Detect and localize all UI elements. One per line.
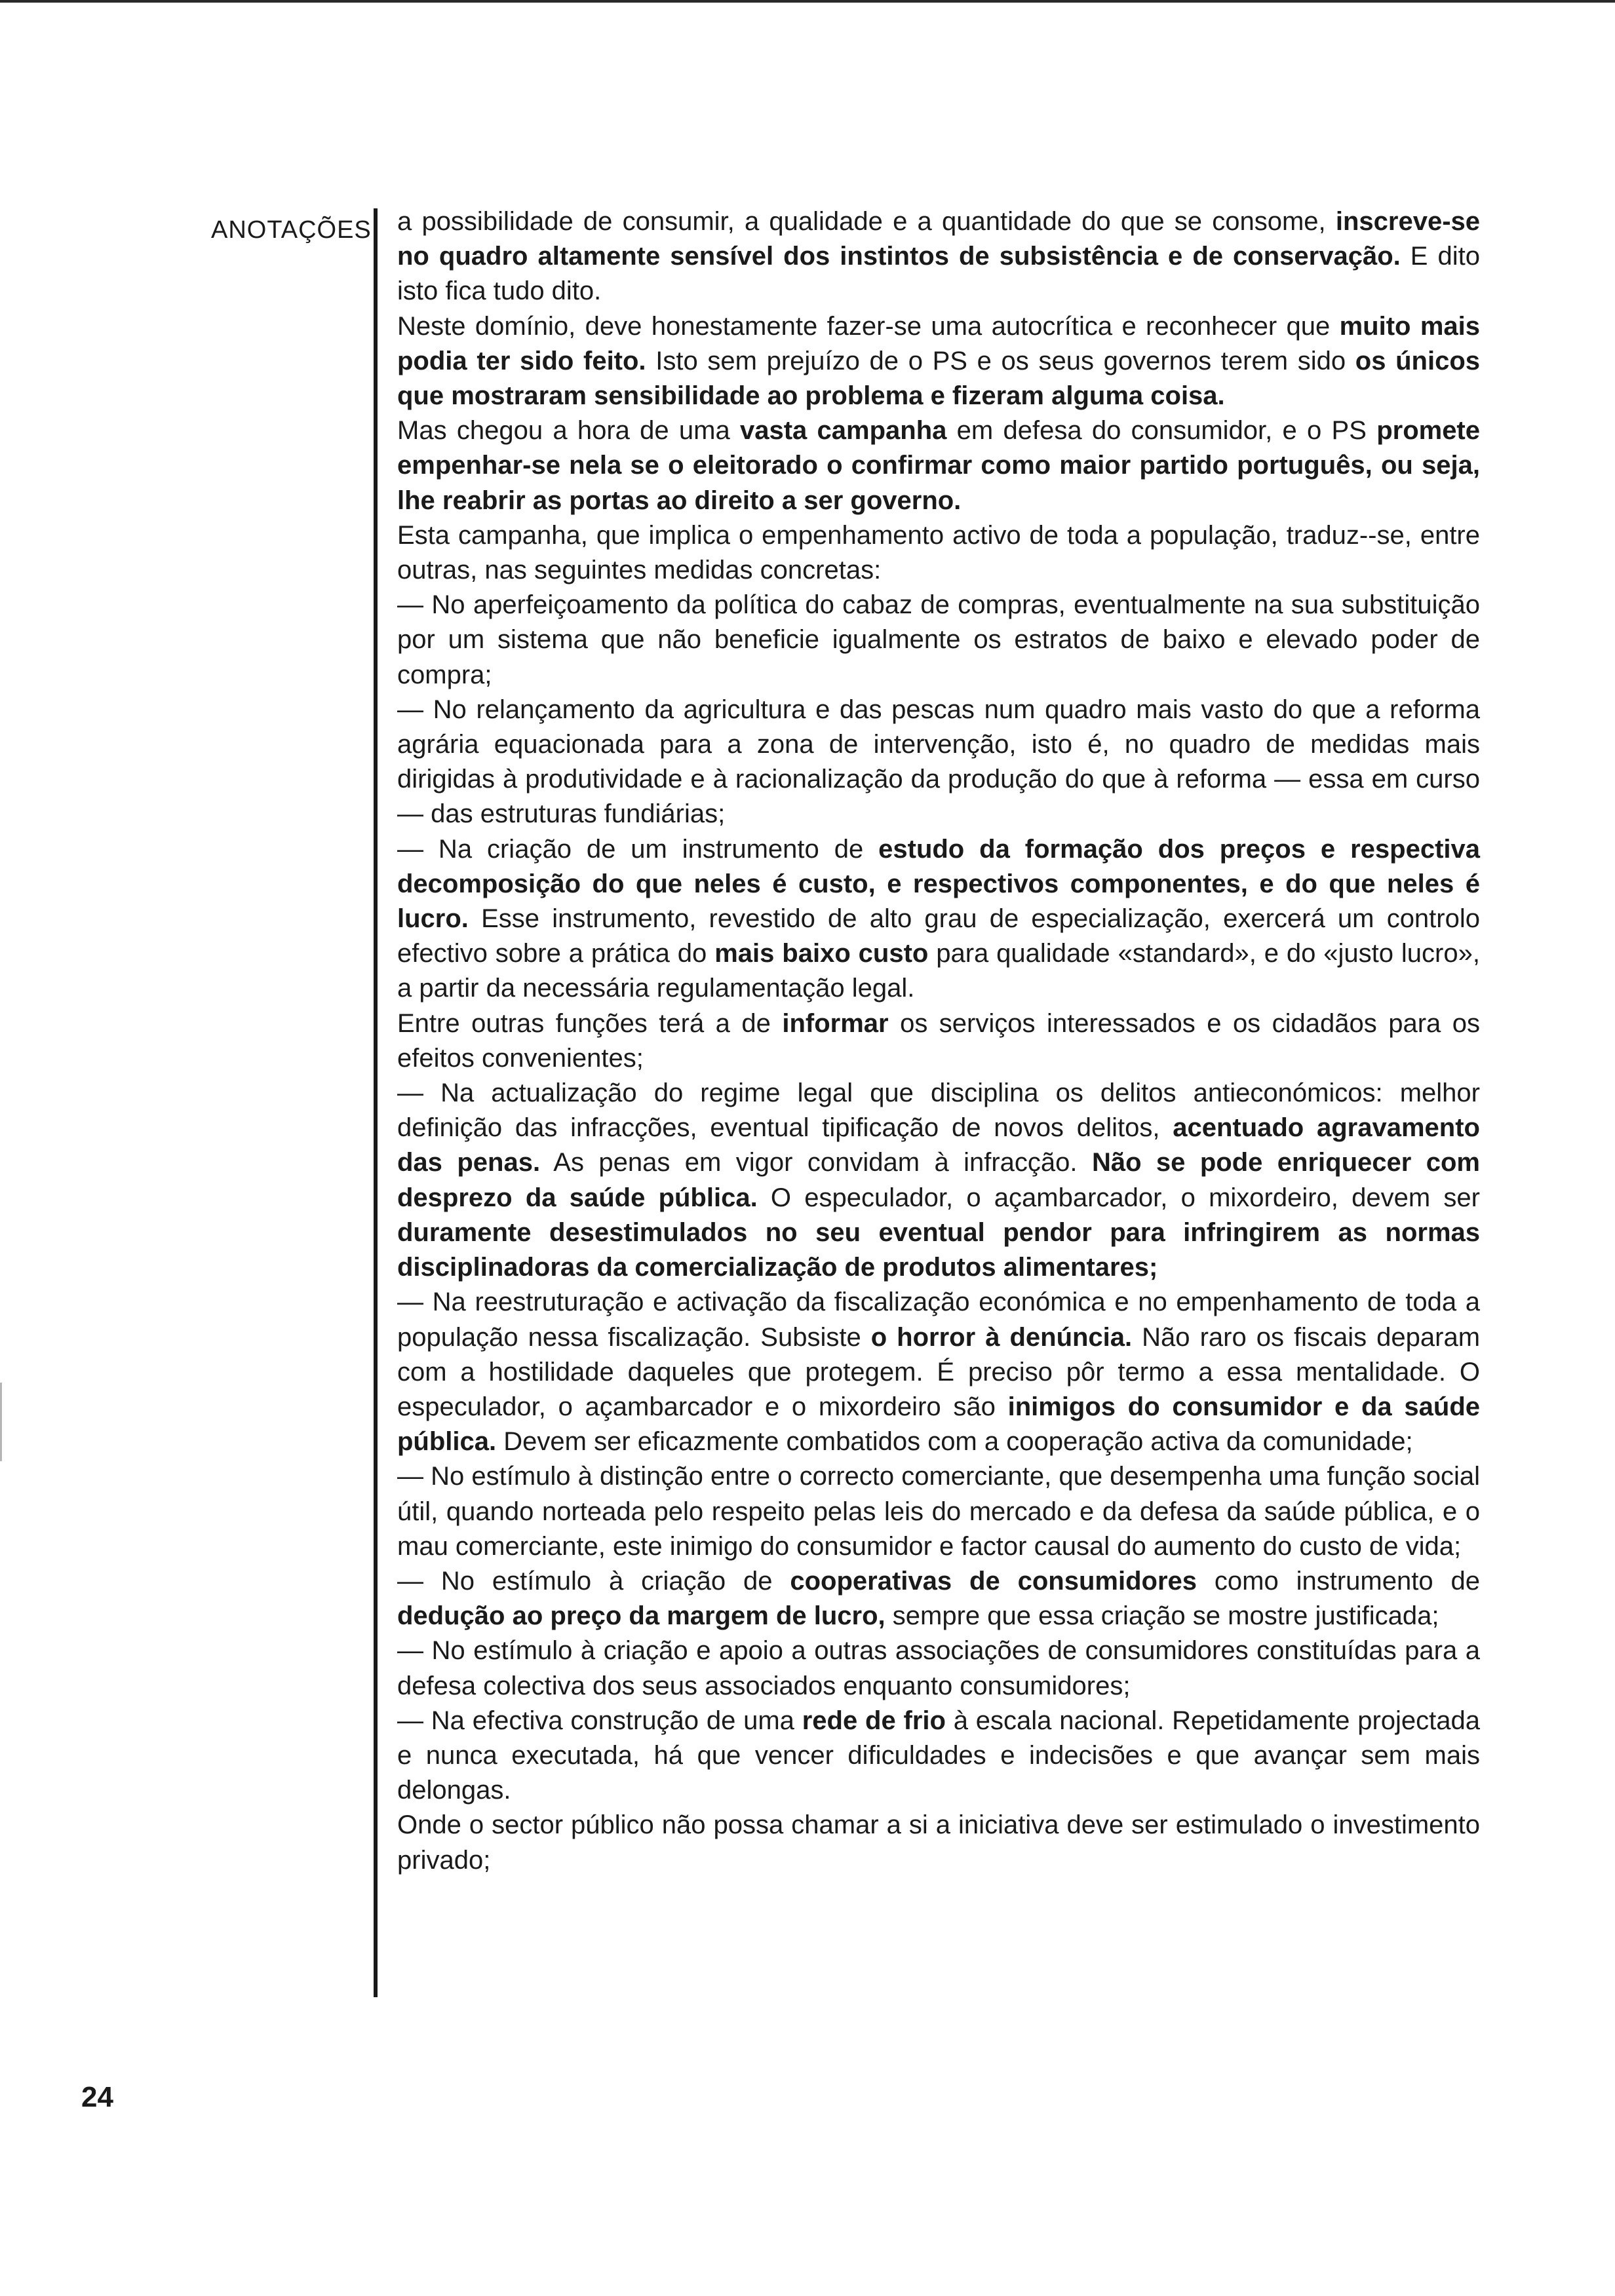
bold-text-run: inimigos do consumidor e da saúde pública. [397,1392,1481,1457]
text-run: — No estímulo à distinção entre o correcto comerciante, que desempenha uma função social útil, quando norteada pelo respeito pelas leis do mercado e da defesa da saúde pública, e o mau comerciante, este inimigo do consumidor e factor causal do aumento do custo de vida; [397,1462,1480,1561]
bold-text-run: mais baixo custo [714,939,929,968]
text-run: Mas chegou a hora de uma [397,416,740,446]
text-run: Não raro os fiscais deparam com a hostilidade daqueles que protegem. É preciso pôr termo a essa mentalidade. O especulador, o açambarcador e o mixordeiro são [397,1322,1481,1421]
paragraph [397,204,1480,309]
text-run: O especulador, o açambarcador, o mixordeiro, devem ser [757,1183,1480,1212]
body-text-column [397,204,1480,1878]
text-run: — No estímulo à criação de [397,1566,790,1596]
paragraph [397,413,1480,518]
bold-text-run: Não se pode enriquecer com desprezo da saúde pública. [397,1148,1480,1212]
bold-text-run: informar [782,1008,889,1038]
paragraph [397,309,1480,414]
paragraph [397,1704,1480,1808]
text-run: — Na actualização do regime legal que disciplina os delitos antieconómicos: melhor definição das infracções, eventual tipificação de novos delitos, [397,1079,1480,1143]
text-run: Esse instrumento, revestido de alto grau de especialização, exercerá um controlo efectivo sobre a prática do [397,904,1480,968]
bold-text-run: promete empenhar-se nela se o eleitorado o confirmar como maior partido português, ou seja, lhe reabrir as portas ao direito a ser governo. [397,416,1480,515]
scan-edge-mark [0,1383,2,1461]
paragraph [397,832,1480,1006]
paragraph [397,1459,1480,1564]
bold-text-run: cooperativas de consumidores [790,1566,1197,1596]
paragraph [397,1634,1480,1703]
bold-text-run: rede de frio [802,1706,946,1735]
paragraph [397,1564,1480,1634]
margin-label-annotations: ANOTAÇÕES [211,216,372,244]
text-run: Esta campanha, que implica o empenhamento activo de toda a população, traduz--se, entre outras, nas seguintes medidas concretas: [397,520,1480,585]
page-number: 24 [81,2081,113,2113]
text-run: E dito isto fica tudo dito. [397,242,1480,306]
bold-text-run: vasta campanha [739,416,947,446]
text-run: Devem ser eficazmente combatidos com a cooperação activa da comunidade; [496,1427,1413,1457]
bold-text-run: muito mais podia ter sido feito. [397,311,1480,375]
bold-text-run: duramente desestimulados no seu eventual pendor para infringirem as normas disciplinadoras da comercialização de produtos alimentares; [397,1217,1480,1282]
text-run: como instrumento de [1197,1566,1480,1596]
text-run: a possibilidade de consumir, a qualidade e a quantidade do que se consome, [397,207,1336,236]
text-run: em defesa do consumidor, e o PS [946,416,1377,446]
text-run: — Na reestruturação e activação da fiscalização económica e no empenhamento de toda a população nessa fiscalização. Subsiste [397,1288,1480,1352]
paragraph [397,1808,1480,1877]
paragraph [397,1285,1480,1459]
text-run: Entre outras funções terá a de [397,1008,783,1038]
text-run: — No relançamento da agricultura e das pescas num quadro mais vasto do que a reforma agrária equacionada para a zona de intervenção, isto é, no quadro de medidas mais dirigidas à produtividade e à racionalização da produção do que à reforma — essa em curso — das estruturas fundiárias; [397,695,1480,829]
text-run: os serviços interessados e os cidadãos para os efeitos convenientes; [397,1008,1481,1073]
text-run: — No estímulo à criação e apoio a outras associações de consumidores constituídas para a defesa colectiva dos seus associados enquanto consumidores; [397,1636,1480,1700]
bold-text-run: estudo da formação dos preços e respectiva decomposição do que neles é custo, e respectivos componentes, e do que neles é lucro. [397,834,1480,934]
text-run: para qualidade «standard», e do «justo lucro», a partir da necessária regulamentação legal. [397,939,1480,1003]
text-run: Neste domínio, deve honestamente fazer-se uma autocrítica e reconhecer que [397,311,1340,341]
bold-text-run: os únicos que mostraram sensibilidade ao problema e fizeram alguma coisa. [397,346,1481,411]
text-run: Onde o sector público não possa chamar a si a iniciativa deve ser estimulado o investimento privado; [397,1810,1480,1875]
top-border-rule [0,0,1615,3]
text-run: As penas em vigor convidam à infracção. [540,1148,1092,1177]
bold-text-run: acentuado agravamento das penas. [397,1113,1480,1177]
bold-text-run: inscreve-se no quadro altamente sensível dos instintos de subsistência e de conservação. [397,207,1480,271]
text-run: sempre que essa criação se mostre justificada; [885,1601,1439,1631]
margin-vertical-rule [374,208,378,1997]
text-run: — No aperfeiçoamento da política do cabaz de compras, eventualmente na sua substituição por um sistema que não beneficie igualmente os estratos de baixo e elevado poder de compra; [397,590,1480,689]
paragraph [397,588,1480,693]
paragraph [397,518,1480,588]
text-run: Isto sem prejuízo de o PS e os seus governos terem sido [646,346,1355,375]
paragraph [397,1076,1480,1285]
text-run: à escala nacional. Repetidamente projectada e nunca executada, há que vencer dificuldades e indecisões e que avançar sem mais delongas. [397,1706,1480,1805]
paragraph [397,1006,1480,1076]
paragraph [397,693,1480,832]
bold-text-run: dedução ao preço da margem de lucro, [397,1601,885,1631]
bold-text-run: o horror à denúncia. [870,1322,1133,1352]
text-run: — Na criação de um instrumento de [397,834,879,864]
text-run: — Na efectiva construção de uma [397,1706,802,1735]
